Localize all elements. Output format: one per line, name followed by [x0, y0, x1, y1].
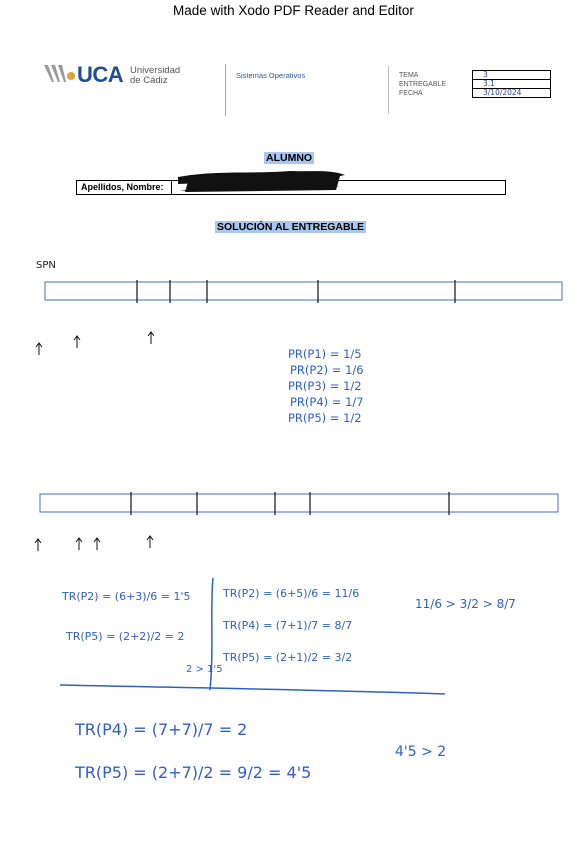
- meta-value-entregable: 3.1: [473, 80, 550, 89]
- algo-label: SPN: [36, 260, 56, 271]
- meta-label-entregable: ENTREGABLE: [399, 81, 447, 88]
- response-ratio-calc: TR(P5) = (2+2)/2 = 2: [66, 630, 185, 643]
- section-title-alumno: ALUMNO: [266, 152, 313, 164]
- arrival-arrow: [148, 332, 154, 344]
- xodo-watermark: Made with Xodo PDF Reader and Editor: [173, 3, 414, 18]
- response-ratio-calc: TR(P4) = (7+1)/7 = 8/7: [223, 619, 353, 632]
- response-ratio-calc: TR(P2) = (6+3)/6 = 1'5: [62, 590, 191, 603]
- final-comparison: 4'5 > 2: [395, 744, 447, 760]
- arrival-arrow: [36, 343, 42, 355]
- response-ratio: PR(P4) = 1/7: [290, 395, 364, 409]
- response-ratio-calc: TR(P5) = (2+1)/2 = 3/2: [223, 651, 353, 664]
- arrival-arrow: [94, 538, 100, 550]
- university-line-1: Universidad: [130, 65, 181, 76]
- arrival-arrow: [147, 536, 153, 548]
- final-calc-p4: TR(P4) = (7+7)/7 = 2: [75, 720, 248, 739]
- meta-value-fecha: 3/10/2024: [483, 88, 522, 97]
- response-ratio: PR(P2) = 1/6: [290, 363, 364, 377]
- student-name-label: Apellidos, Nombre:: [77, 181, 172, 194]
- response-ratio: PR(P5) = 1/2: [288, 411, 362, 425]
- subject-name: Sistemas Operativos: [236, 71, 306, 80]
- university-line-2: de Cádiz: [130, 75, 168, 86]
- gantt-bar-1: [45, 282, 562, 300]
- separator-line: [60, 685, 445, 694]
- final-calc-p5: TR(P5) = (2+7)/2 = 9/2 = 4'5: [75, 763, 312, 782]
- arrival-arrow: [76, 538, 82, 550]
- solution-title: SOLUCIÓN AL ENTREGABLE: [217, 221, 365, 233]
- arrival-arrow: [35, 539, 41, 551]
- calc-comparison: 11/6 > 3/2 > 8/7: [415, 597, 516, 611]
- meta-value-tema: 3: [473, 71, 550, 80]
- meta-label-fecha: FECHA: [399, 90, 423, 97]
- response-ratio: PR(P3) = 1/2: [288, 379, 362, 393]
- meta-label-tema: TEMA: [399, 72, 419, 79]
- response-ratio-calc: TR(P2) = (6+5)/6 = 11/6: [223, 587, 360, 600]
- gantt-bar-2: [40, 494, 558, 512]
- response-ratio: PR(P1) = 1/5: [288, 347, 362, 361]
- response-ratio-calc: 2 > 1'5: [186, 664, 223, 675]
- arrival-arrow: [74, 336, 80, 348]
- uca-logo-text: UCA: [77, 62, 124, 87]
